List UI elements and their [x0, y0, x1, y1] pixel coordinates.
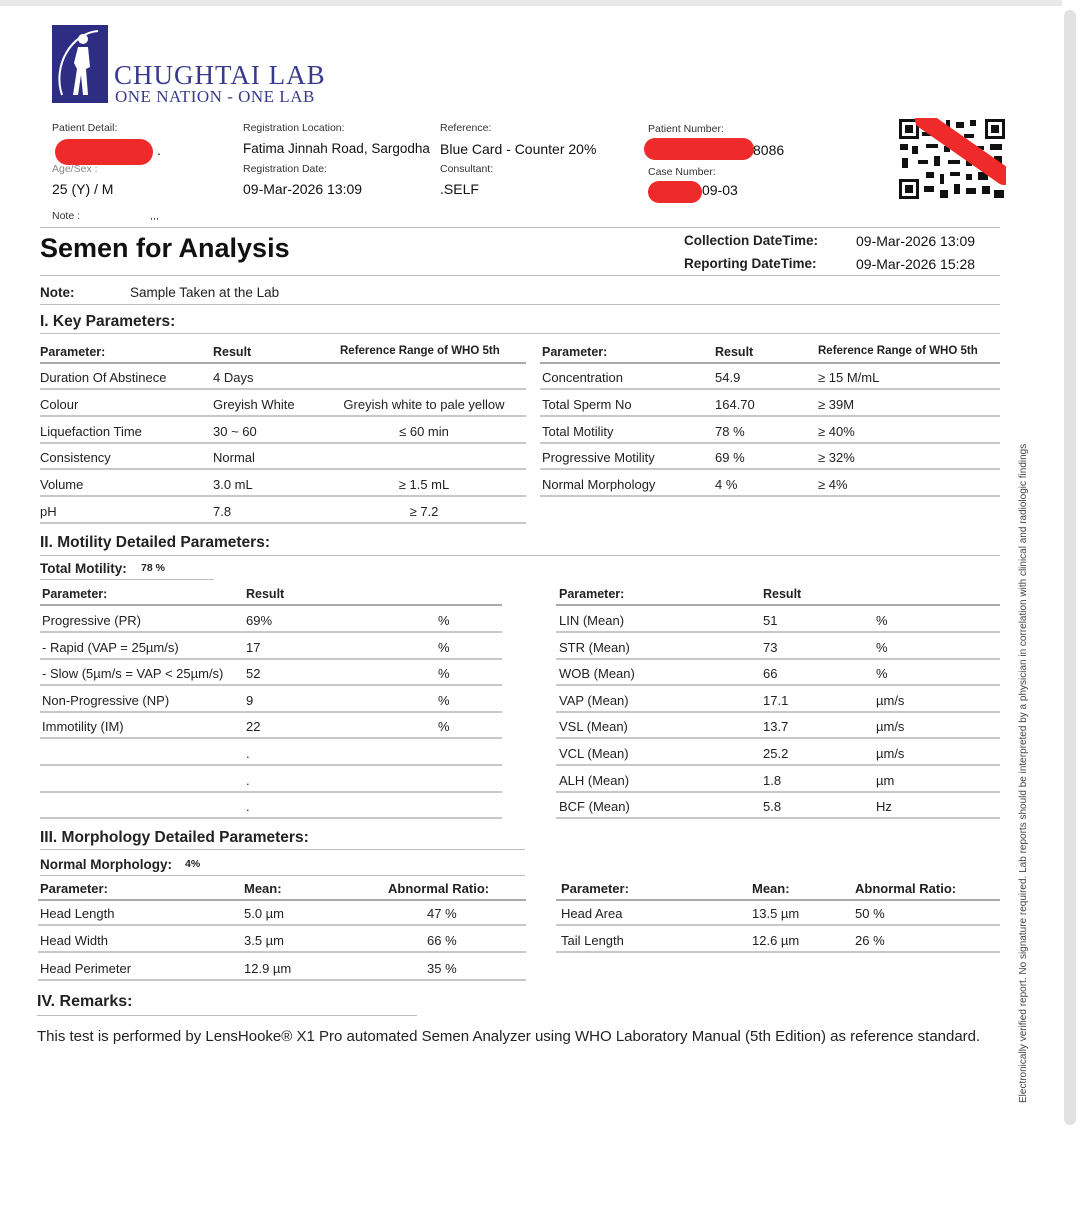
motility-right-row-result: 51 [763, 613, 778, 628]
scrollbar[interactable] [1064, 10, 1076, 1125]
key-left-row-param: Consistency [40, 450, 111, 466]
motility-right-row-unit: % [876, 639, 888, 655]
motility-left-row-result: . [246, 799, 250, 815]
total-motility-underline [40, 579, 214, 580]
morph-left-col-mean: Mean: [244, 881, 282, 896]
motility-left-col-parameter: Parameter: [42, 587, 108, 601]
remarks-divider [37, 1015, 417, 1016]
patient-number-label: Patient Number: [648, 123, 724, 135]
motility-left-row-divider [40, 737, 502, 739]
remarks-heading: IV. Remarks: [37, 993, 133, 1010]
note-label: Note : [52, 210, 81, 222]
motility-right-row-result: 1.8 [763, 772, 782, 788]
key-left-row-result: 7.8 [213, 504, 232, 519]
morphology-right-row-divider [556, 924, 1000, 926]
motility-left-row-result: 9 [246, 692, 254, 708]
morphology-left-row-mean: 3.5 µm [244, 933, 285, 949]
key-left-row-result: Normal [213, 450, 255, 466]
motility-left-row-param: Immotility (IM) [42, 719, 124, 735]
key-right-row-result: 78 % [715, 423, 745, 439]
morphology-right-row-abnormal: 26 % [855, 933, 885, 949]
motility-right-row-result: 17.1 [763, 692, 789, 708]
morphology-left-row-param: Head Length [40, 906, 115, 921]
note-divider [40, 304, 1000, 305]
total-motility-value: 78 % [141, 562, 165, 574]
key-left-row-divider [40, 442, 526, 444]
key-right-col-parameter: Parameter: [542, 345, 608, 359]
age-sex-value: 25 (Y) / M [52, 181, 114, 197]
key-left-row-param: Colour [40, 396, 79, 412]
key-right-col-reference: Reference Range of WHO 5th [818, 345, 978, 357]
redaction-name [55, 139, 153, 165]
key-left-row-ref: ≤ 60 min [399, 423, 449, 439]
registration-location-label: Registration Location: [243, 122, 345, 134]
key-right-row-ref: ≥ 4% [818, 477, 848, 493]
motility-right-row-result: 13.7 [763, 719, 789, 735]
key-right-row-result: 54.9 [715, 370, 741, 385]
motility-right-row-param: BCF (Mean) [559, 799, 630, 815]
motility-left-row-result: 22 [246, 719, 261, 735]
motility-left-row-divider [40, 658, 502, 660]
patient-detail-label: Patient Detail: [52, 122, 118, 134]
reference-value: Blue Card - Counter 20% [440, 141, 597, 157]
morphology-left-row-abnormal: 66 % [427, 933, 457, 949]
key-right-row-ref: ≥ 32% [818, 450, 855, 466]
motility-right-row-param: VAP (Mean) [559, 692, 629, 708]
collection-label: Collection DateTime: [684, 233, 819, 248]
motility-left-row-divider [40, 791, 502, 793]
motility-right-row-result: 73 [763, 639, 778, 655]
motility-left-row-param: - Rapid (VAP = 25µm/s) [42, 639, 179, 655]
patient-number-value: 8086 [753, 142, 785, 158]
header-divider [40, 227, 1000, 228]
key-right-row-param: Concentration [542, 370, 623, 385]
key-left-row-result: Greyish White [213, 396, 295, 412]
key-left-row-divider [40, 522, 526, 524]
key-right-row-result: 4 % [715, 477, 738, 493]
motility-right-row-unit: % [876, 613, 888, 628]
key-left-row-param: pH [40, 504, 57, 519]
consultant-label: Consultant: [440, 163, 494, 175]
motility-right-row-unit: µm [876, 772, 895, 788]
key-right-header-line [540, 362, 1000, 364]
motility-right-row-unit: µm/s [876, 719, 905, 735]
report-note-label: Note: [40, 285, 75, 300]
morphology-left-row-abnormal: 47 % [427, 906, 457, 921]
registration-date: 09-Mar-2026 13:09 [243, 181, 363, 197]
motility-right-row-unit: µm/s [876, 692, 905, 708]
morphology-right-row-param: Head Area [561, 906, 623, 921]
motility-right-row-divider [556, 631, 1000, 633]
key-parameters-heading: I. Key Parameters: [40, 313, 176, 330]
motility-right-row-divider [556, 711, 1000, 713]
motility-left-row-param: Non-Progressive (NP) [42, 692, 170, 708]
motility-right-row-param: WOB (Mean) [559, 666, 635, 682]
logo-title: CHUGHTAI LAB [114, 60, 326, 90]
key-right-row-ref: ≥ 15 M/mL [818, 370, 880, 385]
total-motility-label: Total Motility: [40, 561, 127, 576]
key-right-row-divider [540, 495, 1000, 497]
morphology-right-row-mean: 12.6 µm [752, 933, 800, 949]
motility-right-row-result: 5.8 [763, 799, 782, 815]
motility-right-row-divider [556, 737, 1000, 739]
key-right-row-divider [540, 468, 1000, 470]
morphology-left-row-param: Head Perimeter [40, 960, 132, 976]
motility-right-row-param: ALH (Mean) [559, 772, 630, 788]
key-left-row-ref: ≥ 7.2 [409, 504, 439, 519]
motility-left-row-unit: % [438, 639, 450, 655]
motility-left-row-result: 17 [246, 639, 261, 655]
motility-right-row-result: 66 [763, 666, 778, 682]
morph-left-col-abnormal: Abnormal Ratio: [388, 881, 490, 896]
motility-right-col-parameter: Parameter: [559, 587, 625, 601]
motility-right-row-divider [556, 817, 1000, 819]
key-right-row-param: Total Sperm No [542, 396, 632, 412]
key-left-row-result: 3.0 mL [213, 477, 253, 493]
motility-left-row-unit: % [438, 666, 450, 682]
side-disclaimer: Electronically verified report. No signature required. Lab reports should be interpreted by a physician in correlation with clinical and radiologic findings [1018, 443, 1029, 1103]
redaction-case-number [648, 181, 702, 203]
motility-left-row-divider [40, 684, 502, 686]
report-note-value: Sample Taken at the Lab [130, 285, 280, 300]
reference-label: Reference: [440, 122, 492, 134]
logo-subtitle: ONE NATION - ONE LAB [115, 87, 315, 106]
reporting-value: 09-Mar-2026 15:28 [856, 256, 976, 272]
morphology-right-row-abnormal: 50 % [855, 906, 885, 921]
case-number-value: 09-03 [702, 182, 738, 198]
motility-right-row-divider [556, 764, 1000, 766]
key-left-row-param: Liquefaction Time [40, 423, 142, 439]
morphology-right-row-param: Tail Length [561, 933, 624, 949]
collection-value: 09-Mar-2026 13:09 [856, 233, 976, 249]
morphology-heading: III. Morphology Detailed Parameters: [40, 829, 309, 846]
title-divider [40, 275, 1000, 276]
motility-right-row-divider [556, 658, 1000, 660]
page-title: Semen for Analysis [40, 233, 290, 263]
motility-left-row-divider [40, 711, 502, 713]
qr-code-icon [898, 118, 1006, 200]
morph-right-col-mean: Mean: [752, 881, 790, 896]
motility-heading-divider [40, 555, 1000, 556]
morph-right-col-abnormal: Abnormal Ratio: [855, 881, 957, 896]
key-right-row-result: 164.70 [715, 396, 755, 412]
morph-right-header-line [556, 899, 1000, 901]
morphology-heading-divider [40, 849, 525, 850]
key-right-row-param: Progressive Motility [542, 450, 655, 466]
key-left-row-param: Duration Of Abstinece [40, 370, 167, 385]
reporting-label: Reporting DateTime: [684, 256, 817, 271]
motility-right-row-unit: Hz [876, 799, 892, 815]
motility-left-col-result: Result [246, 587, 285, 601]
motility-left-row-result: 69% [246, 613, 273, 628]
motility-heading: II. Motility Detailed Parameters: [40, 534, 270, 551]
motility-right-row-param: STR (Mean) [559, 639, 630, 655]
morph-left-col-parameter: Parameter: [40, 881, 108, 896]
key-right-row-param: Total Motility [542, 423, 614, 439]
morph-left-header-line [38, 899, 526, 901]
key-left-row-param: Volume [40, 477, 84, 493]
key-right-row-divider [540, 442, 1000, 444]
motility-left-row-divider [40, 764, 502, 766]
key-right-row-ref: ≥ 39M [818, 396, 855, 412]
motility-right-row-divider [556, 791, 1000, 793]
key-right-row-result: 69 % [715, 450, 745, 466]
motility-left-row-result: 52 [246, 666, 261, 682]
key-left-row-ref: Greyish white to pale yellow [343, 396, 505, 412]
key-left-row-result: 30 ~ 60 [213, 423, 257, 439]
top-bar [0, 0, 1062, 6]
note-value: ,,, [150, 210, 159, 222]
name-tail: . [157, 142, 161, 158]
consultant-value: .SELF [440, 181, 479, 197]
morphology-left-row-param: Head Width [40, 933, 108, 949]
key-left-col-parameter: Parameter: [40, 345, 106, 359]
normal-morphology-label: Normal Morphology: [40, 857, 172, 872]
key-left-row-ref: ≥ 1.5 mL [398, 477, 450, 493]
case-number-label: Case Number: [648, 166, 716, 178]
motility-left-header-line [40, 604, 502, 606]
motility-right-row-unit: % [876, 666, 888, 682]
motility-left-row-param: Progressive (PR) [42, 613, 141, 628]
motility-right-col-result: Result [763, 587, 802, 601]
key-right-row-param: Normal Morphology [542, 477, 656, 493]
morph-right-col-parameter: Parameter: [561, 881, 629, 896]
morphology-left-row-divider [38, 979, 526, 981]
motility-right-row-param: VSL (Mean) [559, 719, 628, 735]
age-sex-label: Age/Sex : [52, 163, 98, 175]
key-left-row-divider [40, 495, 526, 497]
motility-left-row-result: . [246, 746, 250, 761]
key-right-row-divider [540, 415, 1000, 417]
key-left-col-reference: Reference Range of WHO 5th [340, 345, 500, 357]
key-right-col-result: Result [715, 345, 754, 359]
motility-right-row-param: LIN (Mean) [559, 613, 625, 628]
motility-left-row-divider [40, 631, 502, 633]
morphology-left-row-mean: 5.0 µm [244, 906, 285, 921]
motility-left-row-param: - Slow (5µm/s = VAP < 25µm/s) [42, 666, 224, 682]
motility-left-row-unit: % [438, 719, 450, 735]
morphology-left-row-divider [38, 924, 526, 926]
morphology-right-row-divider [556, 951, 1000, 953]
normal-morphology-value: 4% [185, 858, 201, 870]
morphology-left-row-divider [38, 951, 526, 953]
registration-date-label: Registration Date: [243, 163, 328, 175]
motility-left-row-result: . [246, 772, 250, 788]
key-left-row-result: 4 Days [213, 370, 254, 385]
motility-left-row-divider [40, 817, 502, 819]
registration-location: Fatima Jinnah Road, Sargodha [243, 141, 430, 156]
motility-left-row-unit: % [438, 613, 450, 628]
motility-left-row-unit: % [438, 692, 450, 708]
key-left-header-line [40, 362, 526, 364]
key-right-row-ref: ≥ 40% [818, 423, 855, 439]
key-left-row-divider [40, 468, 526, 470]
morphology-left-row-abnormal: 35 % [427, 960, 457, 976]
morphology-right-row-mean: 13.5 µm [752, 906, 800, 921]
key-left-row-divider [40, 415, 526, 417]
logo-walking-man-icon [52, 25, 108, 103]
key-left-col-result: Result [213, 345, 252, 359]
motility-right-row-divider [556, 684, 1000, 686]
key-right-row-divider [540, 388, 1000, 390]
motility-right-header-line [556, 604, 1000, 606]
remarks-text: This test is performed by LensHooke® X1 Pro automated Semen Analyzer using WHO Laboratory Manual (5th Edition) as reference standard. [37, 1028, 981, 1045]
motility-right-row-param: VCL (Mean) [559, 746, 629, 761]
motility-right-row-unit: µm/s [876, 746, 905, 761]
key-left-row-divider [40, 388, 526, 390]
redaction-patient-number [644, 138, 754, 160]
morphology-left-row-mean: 12.9 µm [244, 960, 292, 976]
normal-morphology-underline [40, 875, 525, 876]
key-heading-divider [40, 333, 1000, 334]
motility-right-row-result: 25.2 [763, 746, 789, 761]
